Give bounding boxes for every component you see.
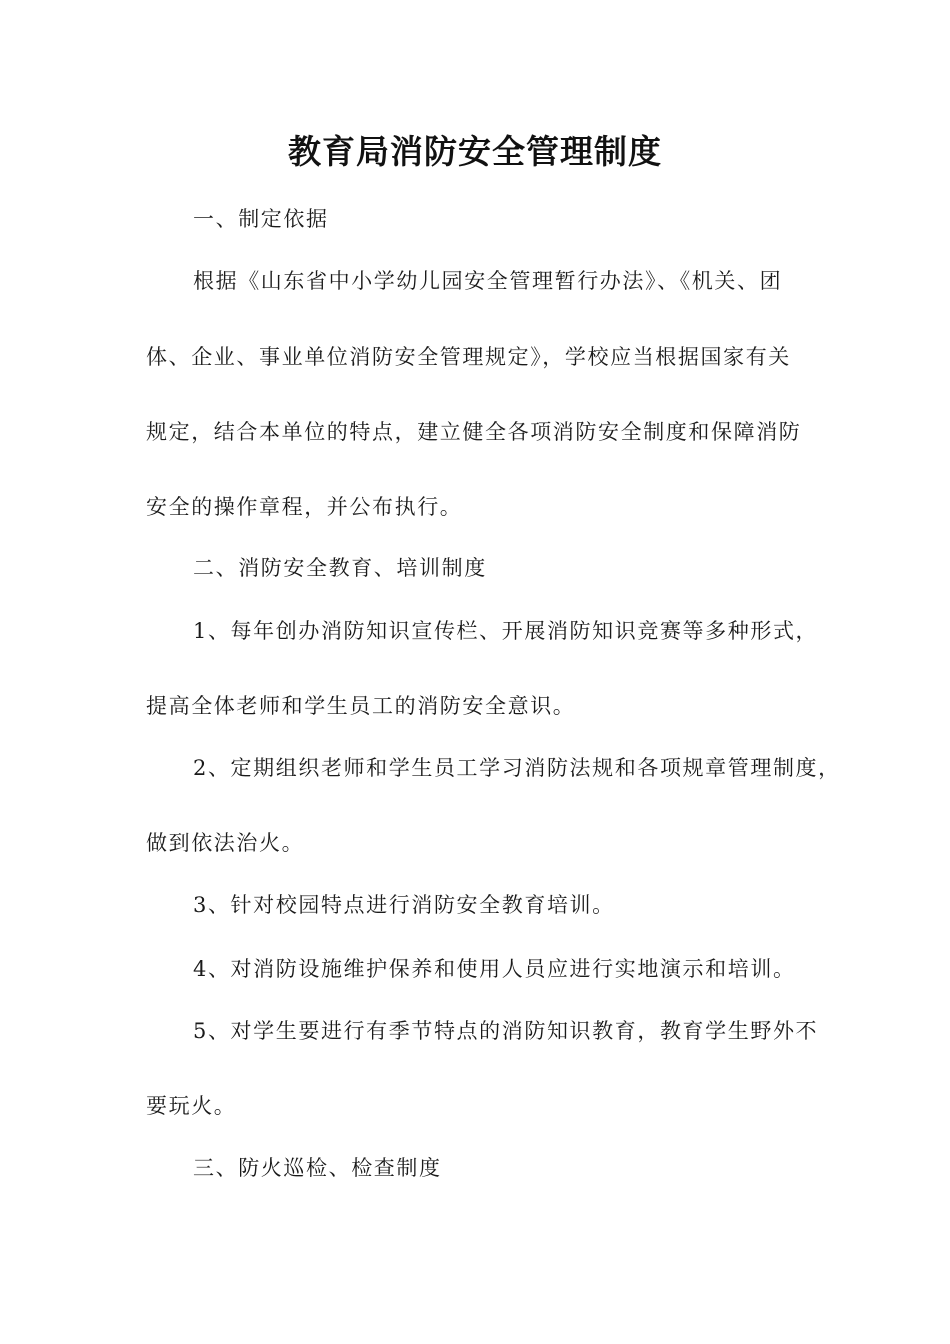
list-item-3: 3、针对校园特点进行消防安全教育培训。 bbox=[193, 893, 615, 917]
paragraph-line: 要玩火。 bbox=[146, 1094, 237, 1118]
section-heading-3: 三、防火巡检、检查制度 bbox=[193, 1156, 442, 1180]
paragraph-line: 提高全体老师和学生员工的消防安全意识。 bbox=[146, 694, 576, 718]
section-heading-2: 二、消防安全教育、培训制度 bbox=[193, 556, 487, 580]
paragraph-line: 根据《山东省中小学幼儿园安全管理暂行办法》、《机关、团 bbox=[193, 269, 783, 293]
paragraph-line: 安全的操作章程，并公布执行。 bbox=[146, 495, 463, 519]
paragraph-line: 体、企业、事业单位消防安全管理规定》，学校应当根据国家有关 bbox=[146, 345, 791, 369]
document-title: 教育局消防安全管理制度 bbox=[288, 132, 662, 171]
list-item-4: 4、对消防设施维护保养和使用人员应进行实地演示和培训。 bbox=[193, 957, 796, 981]
paragraph-line: 规定，结合本单位的特点，建立健全各项消防安全制度和保障消防 bbox=[146, 420, 802, 444]
list-item-2: 2、定期组织老师和学生员工学习消防法规和各项规章管理制度， bbox=[193, 756, 841, 780]
list-item-5: 5、对学生要进行有季节特点的消防知识教育，教育学生野外不 bbox=[193, 1019, 819, 1043]
section-heading-1: 一、制定依据 bbox=[193, 207, 329, 231]
paragraph-line: 做到依法治火。 bbox=[146, 831, 305, 855]
list-item-1: 1、每年创办消防知识宣传栏、开展消防知识竞赛等多种形式， bbox=[193, 619, 819, 643]
